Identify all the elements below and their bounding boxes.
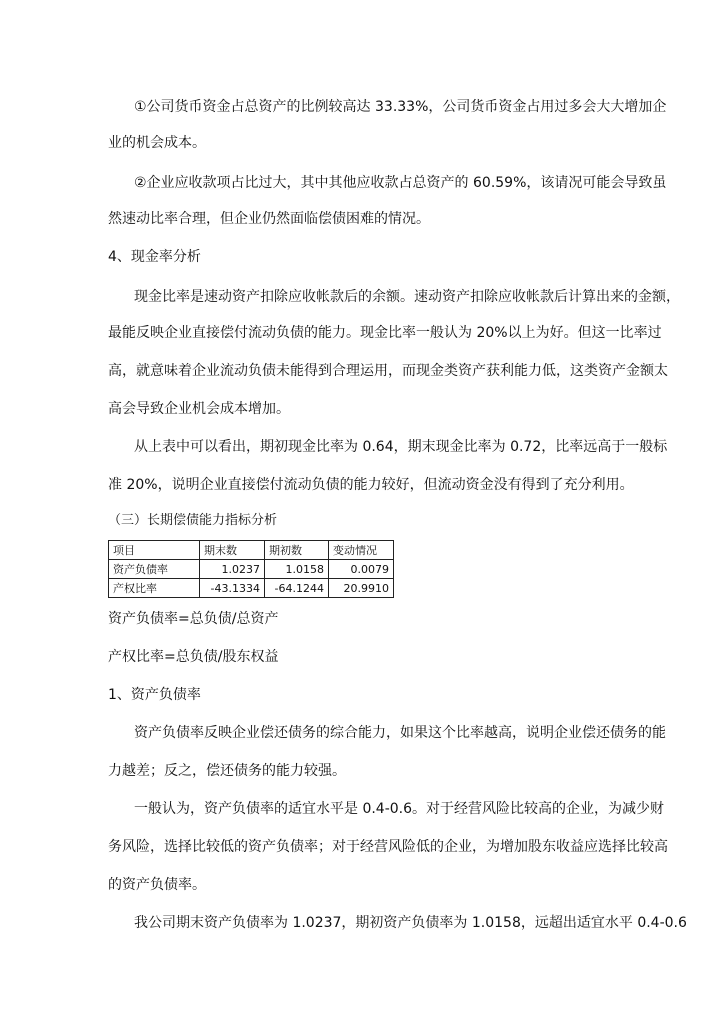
table-header-cell: 期末数 <box>200 541 265 560</box>
paragraph-line: 资产负债率反映企业偿还债务的综合能力，如果这个比率越高，说明企业偿还债务的能 <box>134 725 666 741</box>
paragraph-line: 准 20%，说明企业直接偿付流动负债的能力较好，但流动资金没有得到了充分利用。 <box>108 477 634 493</box>
table-cell: 0.0079 <box>329 560 394 579</box>
paragraph-line: 现金比率是速动资产扣除应收帐款后的余额。速动资产扣除应收帐款后计算出来的金额， <box>134 289 680 305</box>
section-heading: 1、资产负债率 <box>108 687 201 703</box>
paragraph-line: 一般认为，资产负债率的适宜水平是 0.4-0.6。对于经营风险比较高的企业，为减少财 <box>134 801 665 817</box>
formula-line: 产权比率=总负债/股东权益 <box>108 649 279 665</box>
paragraph-line: 高会导致企业机会成本增加。 <box>108 401 290 417</box>
section-heading: 4、现金率分析 <box>108 249 201 265</box>
paragraph-line: 然速动比率合理，但企业仍然面临偿债困难的情况。 <box>108 211 430 227</box>
table-cell: 产权比率 <box>109 579 200 598</box>
paragraph-line: 务风险，选择比较低的资产负债率；对于经营风险低的企业，为增加股东收益应选择比较高 <box>108 839 668 855</box>
paragraph-line: 的资产负债率。 <box>108 877 206 893</box>
formula-line: 资产负债率=总负债/总资产 <box>108 611 279 627</box>
ratio-table <box>108 540 394 598</box>
paragraph-line: ②企业应收款项占比过大，其中其他应收款占总资产的 60.59%，该请况可能会导致虽 <box>134 175 667 191</box>
table-cell: 资产负债率 <box>109 560 200 579</box>
table-cell: 1.0237 <box>200 560 265 579</box>
paragraph-line: 业的机会成本。 <box>108 135 206 151</box>
paragraph-line: ①公司货币资金占总资产的比例较高达 33.33%，公司货币资金占用过多会大大增加企 <box>134 99 667 115</box>
table-header-cell: 项目 <box>109 541 200 560</box>
table-row <box>109 579 394 598</box>
paragraph-line: 最能反映企业直接偿付流动负债的能力。现金比率一般认为 20%以上为好。但这一比率过 <box>108 325 662 341</box>
table-header-cell: 变动情况 <box>329 541 394 560</box>
paragraph-line: 我公司期末资产负债率为 1.0237，期初资产负债率为 1.0158，远超出适宜水平 0.4-0.6 <box>134 915 687 931</box>
table-cell: -64.1244 <box>265 579 329 598</box>
paragraph-line: 力越差；反之，偿还债务的能力较强。 <box>108 763 346 779</box>
table-cell: 1.0158 <box>265 560 329 579</box>
paragraph-line: 从上表中可以看出，期初现金比率为 0.64，期末现金比率为 0.72，比率远高于一般标 <box>134 439 668 455</box>
section-heading: （三）长期偿债能力指标分析 <box>108 513 278 528</box>
paragraph-line: 高，就意味着企业流动负债未能得到合理运用，而现金类资产获利能力低，这类资产金额太 <box>108 363 668 379</box>
table-cell: -43.1334 <box>200 579 265 598</box>
table-row <box>109 560 394 579</box>
table-header-cell: 期初数 <box>265 541 329 560</box>
table-header-row <box>109 541 394 560</box>
table-cell: 20.9910 <box>329 579 394 598</box>
